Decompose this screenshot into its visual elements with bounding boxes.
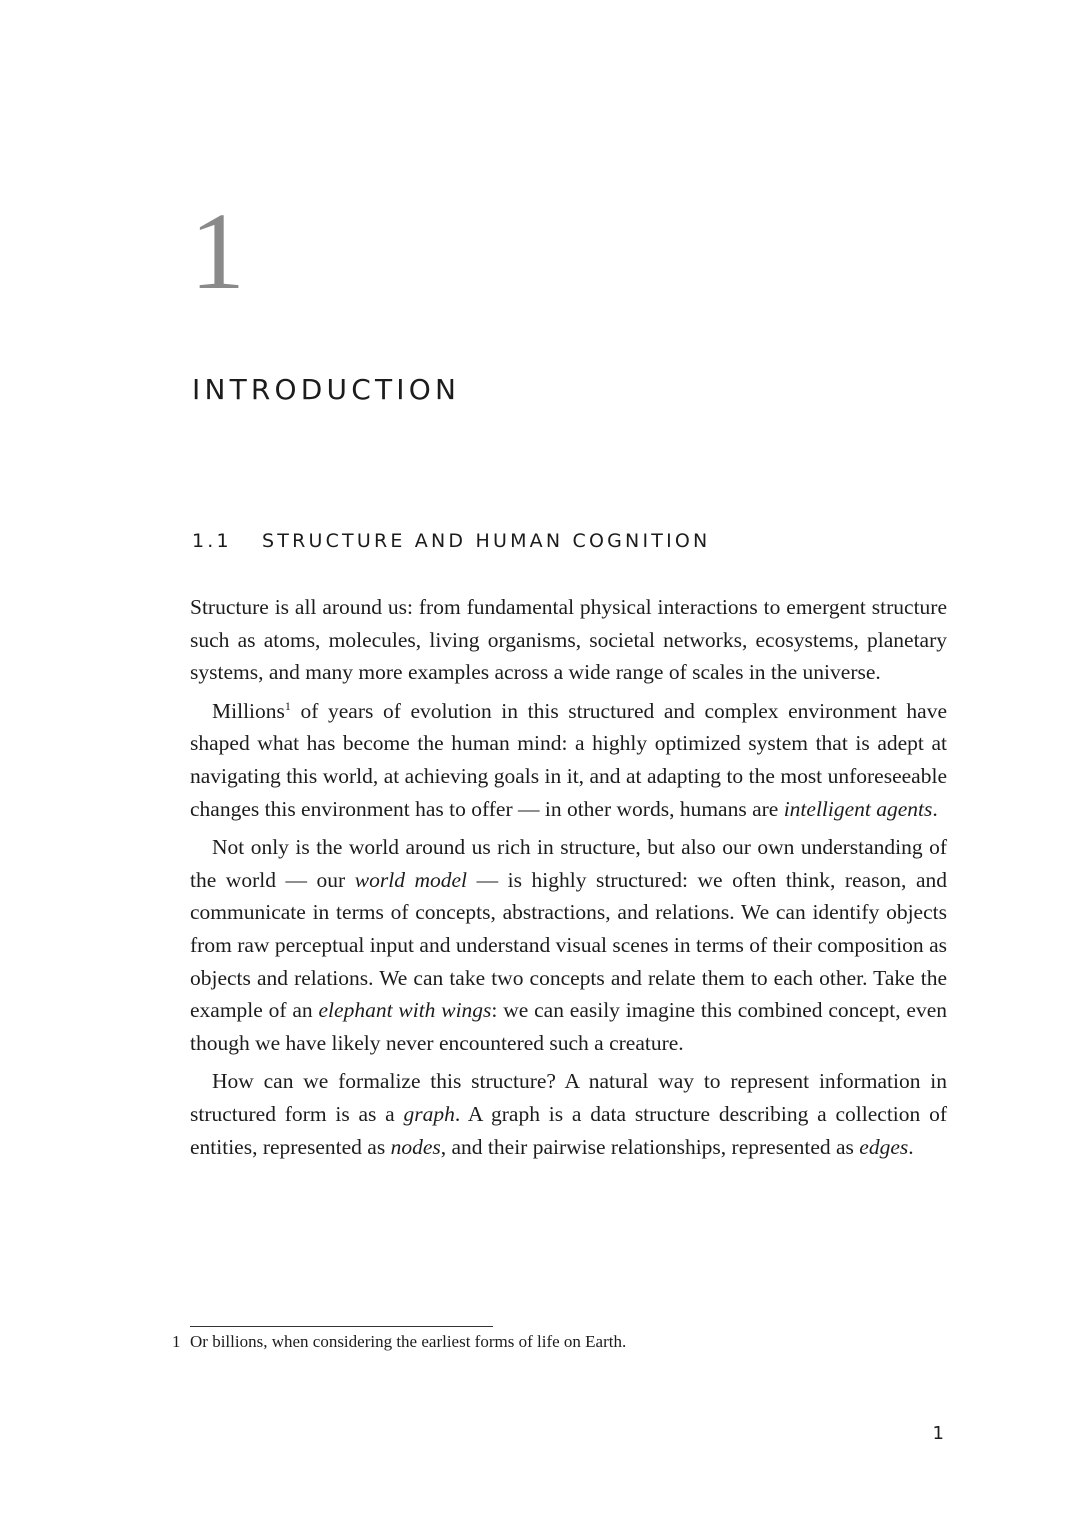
paragraph-1: Structure is all around us: from fundamental physical interactions to emergent structure such as atoms, molecules, living organisms, societal networks, ecosystems, planetary systems, and many more examples across a wide range of scales in the universe.: [190, 595, 947, 685]
emphasis-text: nodes: [390, 1134, 441, 1159]
paragraph-3: [190, 831, 947, 1059]
paragraph-text: .: [932, 796, 938, 821]
paragraph-text: : we can easily imagine this combined concept, even though we have likely never encountered such a creature.: [190, 998, 947, 1055]
body-text: [190, 591, 947, 1169]
paragraph-text: How can we formalize this structure? A natural way to represent information in structured form is as a: [190, 1069, 947, 1126]
paragraph-text: , and their pairwise relationships, represented as: [440, 1134, 860, 1159]
footnote-reference: 1: [284, 698, 291, 713]
footnote-mark: 1: [172, 1332, 181, 1351]
paragraph-4: [190, 1065, 947, 1163]
emphasis-text: edges: [859, 1134, 909, 1159]
emphasis-text: intelligent agents: [783, 796, 933, 821]
paragraph-2: [190, 695, 947, 825]
paragraph-text: of years of evolution in this structured and complex environment have shaped what has become the human mind: a highly optimized system that is adept at navigating this world, at achieving goals in it, and at adapting to the most unforeseeable changes this environment has to offer — in other words, humans are: [190, 698, 947, 821]
emphasis-text: graph: [403, 1101, 455, 1126]
footnote-text: Or billions, when considering the earliest forms of life on Earth.: [190, 1332, 627, 1351]
paragraph-text: Not only is the world around us rich in structure, but also our own understanding of the world — our: [190, 835, 947, 892]
paragraph-text: .: [908, 1134, 914, 1159]
paragraph-text: . A graph is a data structure describing a collection of entities, represented as: [190, 1101, 947, 1159]
section-title: STRUCTURE AND HUMAN COGNITION: [262, 530, 711, 552]
chapter-number: 1: [190, 190, 245, 312]
section-heading: [192, 530, 710, 552]
paragraph-text: Millions: [212, 698, 285, 723]
emphasis-text: world model: [354, 867, 468, 892]
footnote-rule: [190, 1326, 493, 1327]
chapter-title: INTRODUCTION: [192, 373, 461, 406]
footnote: [172, 1331, 626, 1353]
paragraph-text: — is highly structured: we often think, reason, and communicate in terms of concepts, abstractions, and relations. We can identify objects from raw perceptual input and understand visual scenes in terms of their composition as objects and relations. We can take two concepts and relate them to each other. Take the example of an: [190, 867, 948, 1023]
section-number: 1.1: [192, 530, 232, 552]
emphasis-text: elephant with wings: [318, 998, 492, 1023]
page-number: 1: [932, 1423, 944, 1444]
